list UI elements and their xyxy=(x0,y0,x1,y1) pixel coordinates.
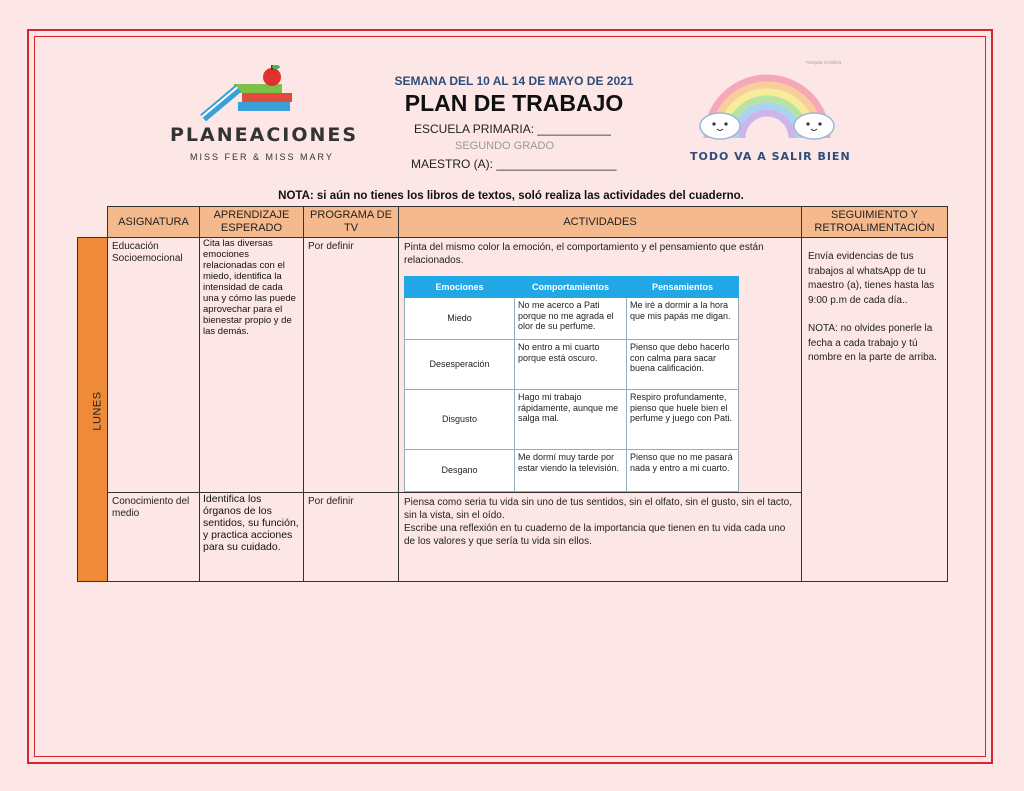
header-followup: SEGUIMIENTO Y RETROALIMENTACIÓN xyxy=(802,207,948,238)
school-field: ESCUELA PRIMARIA: ___________ xyxy=(414,122,611,136)
week-range: SEMANA DEL 10 AL 14 DE MAYO DE 2021 xyxy=(394,74,634,88)
subject-cell xyxy=(108,238,200,493)
thought-cell: Pienso que no me pasará nada y entro a mi cuarto. xyxy=(627,450,739,492)
table-row xyxy=(405,340,739,390)
emotion-cell: Desgano xyxy=(405,450,515,492)
learning-cell xyxy=(200,493,304,582)
emotion-cell: Desesperación xyxy=(405,340,515,390)
activity-text: Pinta del mismo color la emoción, el comportamiento y el pensamiento que están relacionados. xyxy=(404,242,764,266)
thought-cell: Me iré a dormir a la hora que mis papás me digan. xyxy=(627,298,739,340)
header-blank xyxy=(78,207,108,238)
followup-text xyxy=(802,238,947,366)
behaviors-header: Comportamientos xyxy=(515,277,627,298)
emotion-cell: Miedo xyxy=(405,298,515,340)
emotions-header-row xyxy=(405,277,739,298)
grade-label: SEGUNDO GRADO xyxy=(455,140,555,152)
subject-text: Conocimiento del medio xyxy=(112,496,190,519)
header-subject: ASIGNATURA xyxy=(108,207,200,238)
thought-cell: Pienso que debo hacerlo con calma para sacar buena calificación. xyxy=(627,340,739,390)
emotions-header: Emociones xyxy=(405,277,515,298)
tv-cell xyxy=(304,238,399,493)
table-header-row xyxy=(78,207,948,238)
activity-text: Piensa como seria tu vida sin uno de tus sentidos, sin el olfato, sin el gusto, sin el tacto, sin la vista, sin el oído. Escribe una reflexión en tu cuaderno de la importancia que tienen en tu vida cada uno de los valores y que sería tu vida sin ellos. xyxy=(404,497,792,547)
signature-text: maquia creativa xyxy=(806,60,842,66)
emotions-table xyxy=(404,276,739,492)
behavior-cell: Hago mi trabajo rápidamente, aunque me salga mal. xyxy=(515,390,627,450)
rainbow-clouds-icon xyxy=(692,60,842,150)
day-cell xyxy=(78,238,108,582)
behavior-cell: Me dormí muy tarde por estar viendo la televisión. xyxy=(515,450,627,492)
table-row xyxy=(405,450,739,492)
subject-text: Educación Socioemocional xyxy=(112,241,183,264)
behavior-cell: No me acerco a Pati porque no me agrada el olor de su perfume. xyxy=(515,298,627,340)
header-tv: PROGRAMA DE TV xyxy=(304,207,399,238)
thoughts-header: Pensamientos xyxy=(627,277,739,298)
header-learning: APRENDIZAJE ESPERADO xyxy=(200,207,304,238)
followup-cell xyxy=(802,238,948,582)
activity-cell xyxy=(399,238,802,493)
table-row xyxy=(405,390,739,450)
brand-name: PLANEACIONES xyxy=(170,124,359,146)
motto-text: TODO VA A SALIR BIEN xyxy=(690,150,851,163)
followup-paragraph-1: Envía evidencias de tus trabajos al whatsApp de tu maestro (a), tienes hasta las 9:00 p.m de cada día.. xyxy=(808,251,935,306)
tv-text: Por definir xyxy=(308,241,354,252)
tv-text: Por definir xyxy=(308,496,354,507)
behavior-cell: No entro a mi cuarto porque está oscuro. xyxy=(515,340,627,390)
header-activities: ACTIVIDADES xyxy=(399,207,802,238)
thought-cell: Respiro profundamente, pienso que huele bien el perfume y juego con Pati. xyxy=(627,390,739,450)
learning-cell xyxy=(200,238,304,493)
note-text: NOTA: si aún no tienes los libros de textos, soló realiza las actividades del cuaderno. xyxy=(278,190,744,202)
teacher-field: MAESTRO (A): __________________ xyxy=(411,157,617,171)
brand-subtitle: MISS FER & MISS MARY xyxy=(190,152,334,162)
learning-text: Cita las diversas emociones relacionadas con el miedo, identifica la intensidad de cada una y cómo las puede aprovechar para el bienestar propio y de las demás. xyxy=(203,238,296,337)
learning-text: Identifica los órganos de los sentidos, su función, y practica acciones para su cuidado. xyxy=(203,493,299,553)
day-label: LUNES xyxy=(91,390,104,431)
table-row xyxy=(78,238,948,493)
work-plan-table xyxy=(77,206,948,582)
tv-cell xyxy=(304,493,399,582)
table-row xyxy=(405,298,739,340)
emotion-cell: Disgusto xyxy=(405,390,515,450)
activity-cell xyxy=(399,493,802,582)
subject-cell xyxy=(108,493,200,582)
page-title: PLAN DE TRABAJO xyxy=(404,90,624,116)
followup-paragraph-2: NOTA: no olvides ponerle la fecha a cada trabajo y tú nombre en la parte de arriba. xyxy=(808,323,937,363)
